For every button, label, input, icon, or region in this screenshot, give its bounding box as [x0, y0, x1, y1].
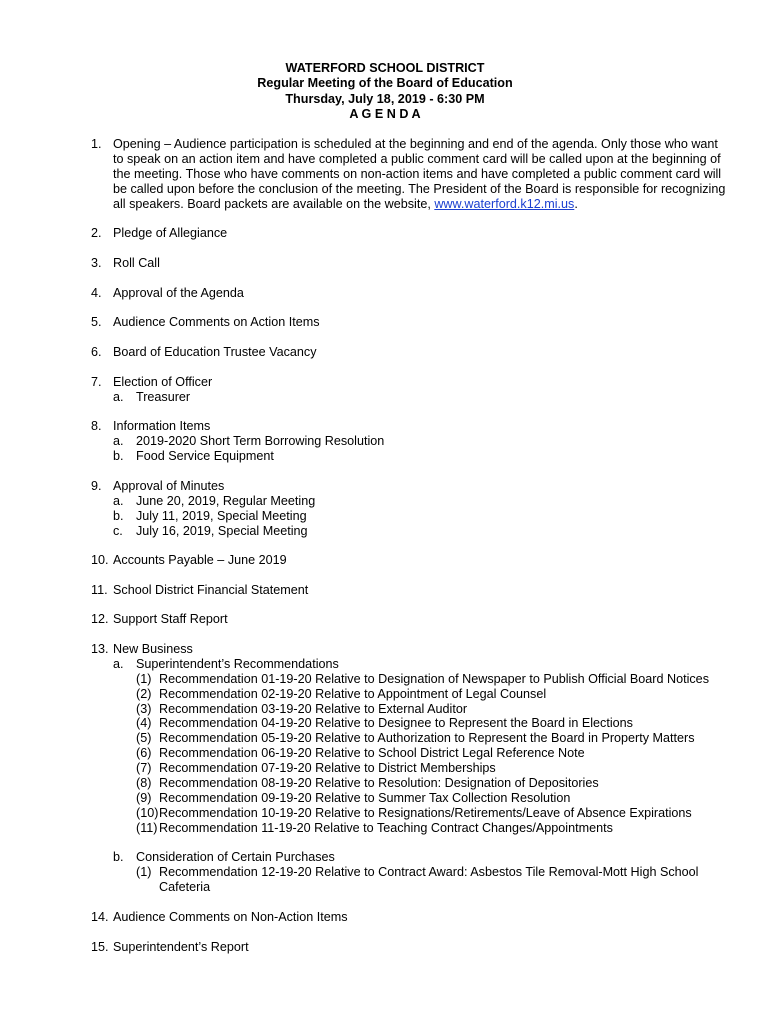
item-title: Pledge of Allegiance: [113, 226, 228, 240]
item-title: Roll Call: [113, 256, 160, 270]
sub-item: [113, 509, 307, 524]
sub-letter: a.: [113, 390, 124, 404]
item-title: Audience Comments on Non-Action Items: [113, 910, 348, 924]
paragraph-text: all speakers. Board packets are available on the website,: [113, 197, 435, 211]
meeting-title: Regular Meeting of the Board of Education: [257, 76, 513, 91]
item-number: 1.: [91, 137, 102, 151]
item-title: New Business: [113, 642, 193, 656]
sub-text: Superintendent’s Recommendations: [136, 657, 339, 671]
item-number: 11.: [91, 583, 108, 597]
rec-number: (3): [136, 702, 152, 716]
paragraph-end: .: [574, 197, 578, 211]
rec-text: Recommendation 04-19-20 Relative to Designee to Represent the Board in Elections: [159, 716, 633, 730]
sub-item: [113, 524, 308, 539]
sub-letter: a.: [113, 657, 124, 671]
rec-number: (6): [136, 746, 152, 760]
item-number: 6.: [91, 345, 102, 359]
sub-text: Treasurer: [136, 390, 191, 404]
item-number: 3.: [91, 256, 102, 270]
rec-text: Recommendation 08-19-20 Relative to Resolution: Designation of Depositories: [159, 776, 599, 790]
sub-item: [113, 434, 384, 449]
rec-number: (1): [136, 865, 152, 879]
sub-letter: a.: [113, 494, 124, 508]
item-number: 10.: [91, 553, 109, 567]
rec-text: Recommendation 10-19-20 Relative to Resignations/Retirements/Leave of Absence Expirations: [159, 806, 692, 820]
paragraph-line: Opening – Audience participation is scheduled at the beginning and end of the agenda. Only those who want: [113, 137, 718, 151]
sub-item: [113, 449, 274, 464]
rec-text: Recommendation 02-19-20 Relative to Appointment of Legal Counsel: [159, 687, 547, 701]
item-number: 5.: [91, 315, 102, 329]
rec-number: (4): [136, 716, 152, 730]
meeting-date: Thursday, July 18, 2019 - 6:30 PM: [285, 91, 485, 106]
rec-number: (10): [136, 806, 159, 820]
rec-number: (5): [136, 731, 152, 745]
sub-text: 2019-2020 Short Term Borrowing Resolution: [136, 434, 385, 448]
sub-item: [113, 494, 315, 509]
rec-text: Recommendation 11-19-20 Relative to Teaching Contract Changes/Appointments: [159, 821, 613, 835]
rec-text: Recommendation 09-19-20 Relative to Summer Tax Collection Resolution: [159, 791, 571, 805]
opening-paragraph: [113, 137, 738, 212]
sub-letter: b.: [113, 449, 124, 463]
item-title: Accounts Payable – June 2019: [113, 553, 287, 567]
item-number: 4.: [91, 286, 102, 300]
sub-letter: b.: [113, 509, 124, 523]
rec-text: Recommendation 12-19-20 Relative to Contract Award: Asbestos Tile Removal-Mott High School: [159, 865, 699, 879]
sub-letter: c.: [113, 524, 123, 538]
item-number: 15.: [91, 940, 109, 954]
paragraph-line: to speak on an action item and have completed a public comment card will be called upon at the beginning of: [113, 152, 721, 166]
item-number: 7.: [91, 375, 102, 389]
item-number: 2.: [91, 226, 102, 240]
item-title: Election of Officer: [113, 375, 213, 389]
paragraph-line-last: [113, 197, 738, 212]
item-number: 8.: [91, 419, 102, 433]
rec-text: Recommendation 03-19-20 Relative to External Auditor: [159, 702, 468, 716]
rec-number: (8): [136, 776, 152, 790]
district-name: WATERFORD SCHOOL DISTRICT: [285, 61, 485, 75]
item-title: Support Staff Report: [113, 612, 228, 626]
paragraph-line: the meeting. Those who have comments on non-action items and have completed a public comment card will: [113, 167, 722, 181]
document-header: [0, 61, 770, 123]
sub-item: [113, 390, 190, 405]
sub-text: Consideration of Certain Purchases: [136, 850, 335, 864]
rec-number: (11): [136, 821, 158, 835]
sub-text: July 16, 2019, Special Meeting: [136, 524, 308, 538]
rec-text: Recommendation 06-19-20 Relative to School District Legal Reference Note: [159, 746, 585, 760]
paragraph-line: be called upon before the conclusion of the meeting. The President of the Board is responsible for recognizing: [113, 182, 726, 196]
item-title: Board of Education Trustee Vacancy: [113, 345, 317, 359]
rec-text: Recommendation 01-19-20 Relative to Designation of Newspaper to Publish Official Board Notices: [159, 672, 709, 686]
sub-text: Food Service Equipment: [136, 449, 274, 463]
item-title: School District Financial Statement: [113, 583, 309, 597]
item-number: 13.: [91, 642, 109, 656]
sub-text: July 11, 2019, Special Meeting: [136, 509, 307, 523]
item-title: Audience Comments on Action Items: [113, 315, 320, 329]
rec-text: Recommendation 05-19-20 Relative to Authorization to Represent the Board in Property Matters: [159, 731, 695, 745]
item-number: 9.: [91, 479, 102, 493]
item-number: 14.: [91, 910, 109, 924]
item-title: Information Items: [113, 419, 211, 433]
item-title: Approval of the Agenda: [113, 286, 244, 300]
sub-letter: b.: [113, 850, 124, 864]
rec-number: (1): [136, 672, 152, 686]
item-title: Approval of Minutes: [113, 479, 225, 493]
sub-text: June 20, 2019, Regular Meeting: [136, 494, 316, 508]
sub-item: [113, 850, 335, 865]
rec-number: (7): [136, 761, 152, 775]
sub-letter: a.: [113, 434, 124, 448]
item-number: 12.: [91, 612, 109, 626]
rec-text-cont: Cafeteria: [159, 880, 211, 894]
website-link[interactable]: www.waterford.k12.mi.us: [434, 197, 575, 211]
rec-number: (2): [136, 687, 152, 701]
item-title: Superintendent’s Report: [113, 940, 249, 954]
agenda-heading: A G E N D A: [349, 107, 421, 122]
rec-number: (9): [136, 791, 152, 805]
sub-item: [113, 657, 339, 672]
rec-text: Recommendation 07-19-20 Relative to District Memberships: [159, 761, 496, 775]
